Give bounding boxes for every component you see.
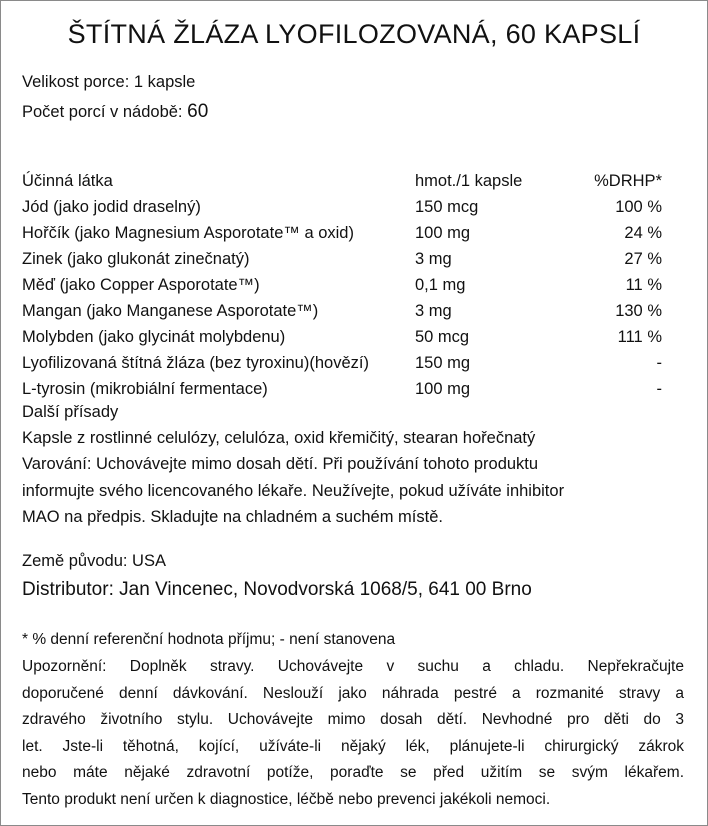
notice-line: doporučené denní dávkování. Neslouží jako náhrada pestré a rozmanité stravy a xyxy=(22,684,684,702)
servings-per-container xyxy=(22,101,208,123)
table-row xyxy=(22,302,672,328)
column-header-amount: hmot./1 kapsle xyxy=(415,172,523,190)
warning-line: Varování: Uchovávejte mimo dosah dětí. Při používání tohoto produktu xyxy=(22,455,539,473)
column-header-ingredient: Účinná látka xyxy=(22,172,113,190)
ingredient-drhp: 11 % xyxy=(625,276,662,294)
notice-line: zdravého životního stylu. Uchovávejte mimo dosah dětí. Nevhodné pro děti do 3 xyxy=(22,711,684,728)
notice-line: nebo máte nějaké zdravotní potíže, poraďte se před užitím se svým lékařem. xyxy=(22,764,684,781)
table-row xyxy=(22,250,672,276)
ingredient-name: Mangan (jako Manganese Asporotate™) xyxy=(22,302,319,320)
table-row xyxy=(22,198,672,224)
ingredient-amount: 50 mcg xyxy=(415,328,470,346)
country-of-origin: Země původu: USA xyxy=(22,552,166,570)
ingredient-amount: 100 mg xyxy=(415,380,471,398)
notice-line: Upozornění: Doplněk stravy. Uchovávejte v suchu a chladu. Nepřekračujte xyxy=(22,658,684,675)
ingredient-name: Lyofilizovaná štítná žláza (bez tyroxinu)(hovězí) xyxy=(22,354,369,372)
ingredient-amount: 3 mg xyxy=(415,302,452,320)
warning-line: informujte svého licencovaného lékaře. Neužívejte, pokud užíváte inhibitor xyxy=(22,481,565,500)
ingredient-amount: 3 mg xyxy=(415,250,452,268)
notice-text xyxy=(22,654,684,813)
warning-line: MAO na předpis. Skladujte na chladném a suchém místě. xyxy=(22,508,443,526)
distributor: Distributor: Jan Vincenec, Novodvorská 1068/5, 641 00 Brno xyxy=(22,579,532,600)
drhp-footnote: * % denní referenční hodnota příjmu; - není stanovena xyxy=(22,631,396,648)
ingredient-amount: 150 mg xyxy=(415,354,471,372)
table-row xyxy=(22,224,672,250)
ingredient-drhp: 130 % xyxy=(615,302,662,320)
column-header-drhp: %DRHP* xyxy=(594,172,662,190)
servings-value: 60 xyxy=(187,101,209,122)
notice-line: Tento produkt není určen k diagnostice, léčbě nebo prevenci jakékoli nemoci. xyxy=(22,790,551,808)
ingredient-drhp: 27 % xyxy=(624,250,662,268)
ingredient-drhp: - xyxy=(656,354,662,372)
table-row xyxy=(22,328,672,354)
ingredient-name: Molybden (jako glycinát molybdenu) xyxy=(22,328,286,346)
serving-size: Velikost porce: 1 kapsle xyxy=(22,73,196,91)
table-row xyxy=(22,380,672,406)
ingredient-drhp: 24 % xyxy=(624,224,662,242)
ingredient-drhp: 111 % xyxy=(617,328,662,346)
ingredient-amount: 0,1 mg xyxy=(415,276,466,294)
ingredient-name: Jód (jako jodid draselný) xyxy=(22,198,201,216)
ingredient-amount: 150 mcg xyxy=(415,198,479,216)
ingredient-name: Hořčík (jako Magnesium Asporotate™ a oxid) xyxy=(22,224,354,242)
other-ingredients-text: Kapsle z rostlinné celulózy, celulóza, oxid křemičitý, stearan hořečnatý xyxy=(22,429,536,447)
table-header-row xyxy=(22,172,672,198)
ingredient-name: L-tyrosin (mikrobiální fermentace) xyxy=(22,380,268,398)
table-row xyxy=(22,276,672,302)
other-ingredients-heading: Další přísady xyxy=(22,403,119,421)
warning-text xyxy=(22,451,564,531)
ingredient-drhp: 100 % xyxy=(615,198,662,216)
ingredients-table xyxy=(22,172,672,406)
ingredient-drhp: - xyxy=(656,380,662,398)
servings-label: Počet porcí v nádobě: xyxy=(22,103,183,121)
ingredient-amount: 100 mg xyxy=(415,224,471,242)
table-row xyxy=(22,354,672,380)
product-title: ŠTÍTNÁ ŽLÁZA LYOFILOZOVANÁ, 60 KAPSLÍ xyxy=(67,19,641,49)
notice-line: let. Jste-li těhotná, kojící, užíváte-li nějaký lék, plánujete-li chirurgický zákrok xyxy=(22,737,684,755)
ingredient-name: Měď (jako Copper Asporotate™) xyxy=(22,276,260,294)
ingredient-name: Zinek (jako glukonát zinečnatý) xyxy=(22,250,250,268)
